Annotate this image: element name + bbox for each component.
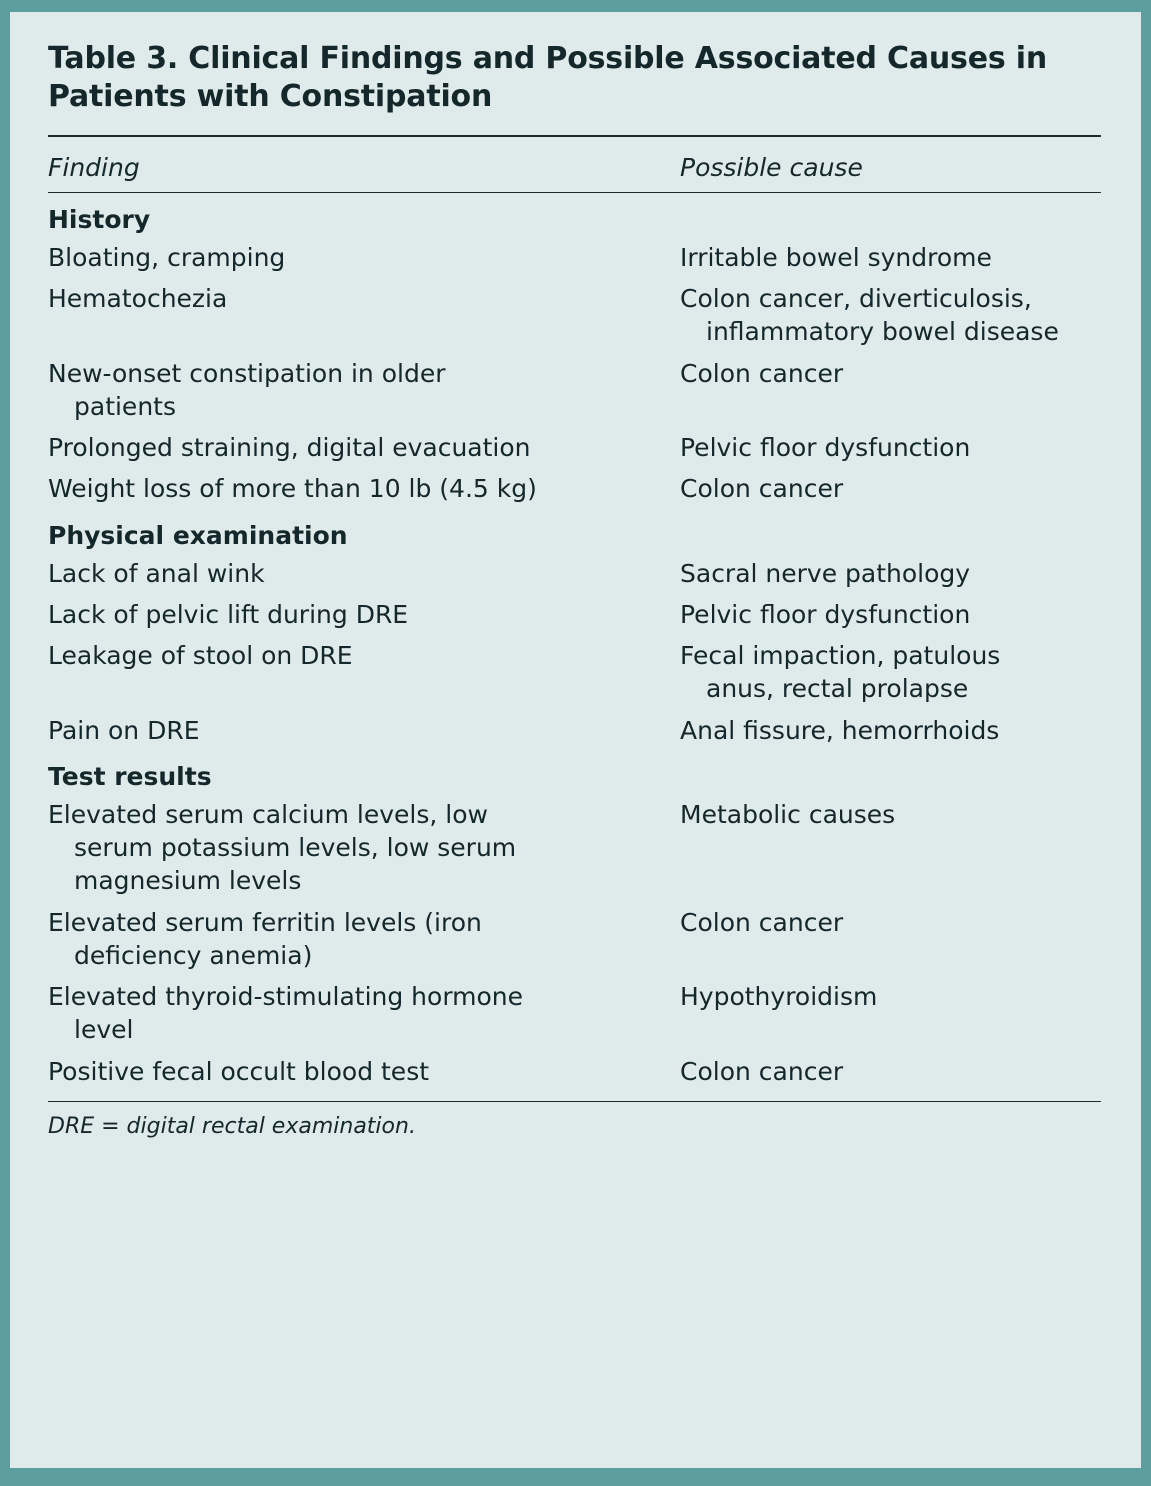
cause-text: Fecal impaction, patulous	[680, 641, 1001, 671]
finding-text-cont: level	[74, 1015, 134, 1045]
cell-finding	[48, 557, 680, 590]
cell-cause	[680, 282, 1101, 349]
table-row	[48, 352, 1101, 427]
cell-finding	[48, 639, 680, 706]
cell-cause	[680, 639, 1101, 706]
finding-text: Positive fecal occult blood test	[48, 1056, 430, 1086]
finding-text: Leakage of stool on DRE	[48, 641, 353, 671]
cell-cause	[680, 557, 1101, 590]
finding-text: Elevated serum ferritin levels (iron	[48, 907, 482, 937]
cell-cause	[680, 357, 1101, 424]
cell-cause	[680, 472, 1101, 505]
finding-text: New-onset constipation in older	[48, 358, 446, 388]
table-row	[48, 467, 1101, 508]
finding-text: Prolonged straining, digital evacuation	[48, 433, 531, 463]
cell-cause	[680, 241, 1101, 274]
cell-finding	[48, 906, 680, 973]
table-row	[48, 793, 1101, 901]
cause-text-cont: inflammatory bowel disease	[706, 317, 1059, 347]
cell-finding	[48, 798, 680, 898]
table-card	[10, 12, 1141, 1468]
cell-finding	[48, 1055, 680, 1088]
cause-text: Colon cancer	[680, 1056, 844, 1086]
finding-text: Elevated serum calcium levels, low	[48, 799, 488, 829]
table-row	[48, 901, 1101, 976]
cell-cause	[680, 431, 1101, 464]
table-row	[48, 709, 1101, 750]
table-row	[48, 634, 1101, 709]
cause-text: Hypothyroidism	[680, 982, 878, 1012]
cell-finding	[48, 980, 680, 1047]
cause-text: Irritable bowel syndrome	[680, 242, 992, 272]
section-heading-history: History	[48, 204, 151, 234]
cell-finding	[48, 357, 680, 424]
finding-text: Pain on DRE	[48, 715, 200, 745]
table-footnote: DRE = digital rectal examination.	[48, 1113, 416, 1139]
cause-text: Colon cancer	[680, 907, 844, 937]
finding-text-cont: serum potassium levels, low serum	[74, 833, 517, 863]
cell-cause	[680, 714, 1101, 747]
finding-text-cont: deficiency anemia)	[74, 940, 313, 970]
cause-text: Colon cancer	[680, 474, 844, 504]
table-title: Table 3. Clinical Findings and Possible Associated Causes in Patients with Constipation	[48, 41, 1047, 115]
table-row	[48, 277, 1101, 352]
cause-text: Metabolic causes	[680, 799, 896, 829]
cell-cause	[680, 906, 1101, 973]
cause-text: Colon cancer, diverticulosis,	[680, 284, 1032, 314]
section-heading-test-results: Test results	[48, 761, 212, 791]
cell-finding	[48, 431, 680, 464]
cell-finding	[48, 598, 680, 631]
table-row	[48, 593, 1101, 634]
cell-finding	[48, 241, 680, 274]
cause-text: Pelvic floor dysfunction	[680, 599, 971, 629]
column-header-cause: Possible cause	[680, 152, 863, 182]
column-header-row	[48, 137, 1101, 192]
table-row	[48, 426, 1101, 467]
column-header-finding: Finding	[48, 152, 140, 182]
finding-text: Hematochezia	[48, 284, 228, 314]
cause-text: Pelvic floor dysfunction	[680, 433, 971, 463]
cell-cause	[680, 598, 1101, 631]
cell-finding	[48, 282, 680, 349]
cell-cause	[680, 980, 1101, 1047]
table-row	[48, 1050, 1101, 1091]
finding-text-cont2: magnesium levels	[74, 866, 302, 896]
table-row	[48, 236, 1101, 277]
cause-text: Anal fissure, hemorrhoids	[680, 715, 1000, 745]
cell-cause	[680, 798, 1101, 898]
finding-text: Lack of anal wink	[48, 558, 265, 588]
table-row	[48, 975, 1101, 1050]
finding-text: Lack of pelvic lift during DRE	[48, 599, 409, 629]
table-row	[48, 552, 1101, 593]
cause-text-cont: anus, rectal prolapse	[706, 674, 969, 704]
cause-text: Sacral nerve pathology	[680, 558, 971, 588]
cell-finding	[48, 472, 680, 505]
cell-finding	[48, 714, 680, 747]
finding-text: Bloating, cramping	[48, 242, 286, 272]
finding-text-cont: patients	[74, 391, 176, 421]
cause-text: Colon cancer	[680, 358, 844, 388]
cell-cause	[680, 1055, 1101, 1088]
section-heading-physical-examination: Physical examination	[48, 520, 348, 550]
finding-text: Weight loss of more than 10 lb (4.5 kg)	[48, 474, 537, 504]
finding-text: Elevated thyroid-stimulating hormone	[48, 982, 524, 1012]
